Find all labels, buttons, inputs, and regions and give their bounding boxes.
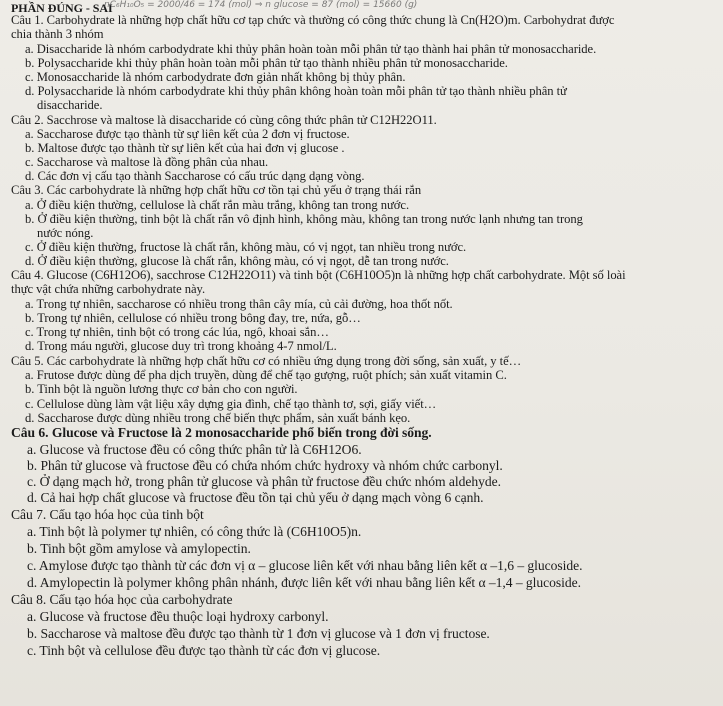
answer-option: nước nóng.	[37, 226, 94, 240]
answer-option: c. Monosaccharide là nhóm carbodydrate đơn giản nhất không bị thủy phân.	[25, 70, 406, 84]
answer-option: d. Các đơn vị cấu tạo thành Saccharose có cấu trúc dạng dạng vòng.	[25, 169, 365, 183]
answer-option: b. Trong tự nhiên, cellulose có nhiều trong bông đay, tre, nứa, gỗ…	[25, 311, 361, 325]
answer-option: d. Trong máu người, glucose duy trì trong khoảng 4-7 nmol/L.	[25, 339, 337, 353]
answer-option: a. Glucose và fructose đều thuộc loại hydroxy carbonyl.	[27, 609, 329, 624]
answer-option: d. Amylopectin là polymer không phân nhánh, được liên kết với nhau bằng liên kết α –1,4 – glucoside.	[27, 575, 581, 590]
answer-option: a. Saccharose được tạo thành từ sự liên kết của 2 đơn vị fructose.	[25, 127, 350, 141]
answer-option: a. Trong tự nhiên, saccharose có nhiều trong thân cây mía, củ cải đường, hoa thốt nốt.	[25, 297, 453, 311]
answer-option: b. Tinh bột gồm amylose và amylopectin.	[27, 541, 251, 556]
answer-option: b. Tinh bột là nguồn lương thực cơ bản cho con người.	[25, 382, 298, 396]
question-stem: Câu 1. Carbohydrate là những hợp chất hữu cơ tạp chức và thường có công thức chung là Cn(H2O)m. Carbohydrat được	[11, 13, 615, 27]
answer-option: a. Ở điều kiện thường, cellulose là chất rắn màu trắng, không tan trong nước.	[25, 198, 410, 212]
answer-option: d. Saccharose được dùng nhiều trong chế biến thực phẩm, sản xuất bánh kẹo.	[25, 411, 411, 425]
answer-option: a. Disaccharide là nhóm carbodydrate khi thủy phân hoàn toàn mỗi phân tử tạo thành hai phân tử monosaccharide.	[25, 42, 597, 56]
answer-option: a. Frutose được dùng để pha dịch truyền, dùng để chế tạo gượng, ruột phích; sản xuất vitamin C.	[25, 368, 507, 382]
answer-option: d. Ở điều kiện thường, glucose là chất rắn, không màu, có vị ngọt, dễ tan trong nước.	[25, 254, 449, 268]
answer-option: c. Ở dạng mạch hở, trong phân tử glucose và phân tử fructose đều chức nhóm aldehyde.	[27, 474, 501, 489]
question-stem: Câu 7. Cấu tạo hóa học của tinh bột	[11, 507, 204, 522]
handwritten-note: nC₆H₁₀O₅ = 2000/46 = 174 (mol) ⇒ n glucose = 87 (mol) = 15660 (g)	[104, 0, 418, 10]
answer-option: d. Cả hai hợp chất glucose và fructose đều tồn tại chủ yếu ở dạng mạch vòng 6 cạnh.	[27, 490, 484, 505]
question-stem: Câu 8. Cấu tạo hóa học của carbohydrate	[11, 592, 233, 607]
answer-option: a. Glucose và fructose đều có công thức phân tử là C6H12O6.	[27, 442, 362, 457]
answer-option: chia thành 3 nhóm	[11, 27, 104, 41]
answer-option: c. Saccharose và maltose là đồng phân của nhau.	[25, 155, 269, 169]
answer-option: a. Tinh bột là polymer tự nhiên, có công thức là (C6H10O5)n.	[27, 524, 362, 539]
answer-option: c. Ở điều kiện thường, fructose là chất rắn, không màu, có vị ngọt, tan nhiều trong nước.	[25, 240, 467, 254]
answer-option: thực vật chứa những carbohydrate này.	[11, 282, 206, 296]
answer-option: c. Tinh bột và cellulose đều được tạo thành từ các đơn vị glucose.	[27, 643, 381, 658]
answer-option: c. Cellulose dùng làm vật liệu xây dựng gia đình, chế tạo thành tơ, sợi, giấy viết…	[25, 397, 437, 411]
answer-option: b. Phân tử glucose và fructose đều có chứa nhóm chức hydroxy và nhóm chức carbonyl.	[27, 458, 503, 473]
answer-option: b. Maltose được tạo thành từ sự liên kết của hai đơn vị glucose .	[25, 141, 345, 155]
answer-option: d. Polysaccharide là nhóm carbodydrate khi thủy phân không hoàn toàn mỗi phân tử tạo thành nhiều phân tử	[25, 84, 567, 98]
answer-option: disaccharide.	[37, 98, 103, 112]
answer-option: b. Saccharose và maltose đều được tạo thành từ 1 đơn vị glucose và 1 đơn vị fructose.	[27, 626, 490, 641]
answer-option: c. Trong tự nhiên, tinh bột có trong các lúa, ngô, khoai sắn…	[25, 325, 329, 339]
section-title: PHẦN ĐÚNG - SAI	[11, 1, 113, 15]
question-stem: Câu 2. Sacchrose và maltose là disaccharide có cùng công thức phân tử C12H22O11.	[11, 113, 437, 127]
question-stem: Câu 5. Các carbohydrate là những hợp chất hữu cơ có nhiều ứng dụng trong đời sống, sản xuất, y tế…	[11, 354, 522, 368]
answer-option: c. Amylose được tạo thành từ các đơn vị α – glucose liên kết với nhau bằng liên kết α –1,6 – glucoside.	[27, 558, 583, 573]
question-stem: Câu 6. Glucose và Fructose là 2 monosaccharide phổ biến trong đời sống.	[11, 425, 432, 440]
question-stem: Câu 3. Các carbohydrate là những hợp chất hữu cơ tồn tại chủ yếu ở trạng thái rắn	[11, 183, 422, 197]
answer-option: b. Ở điều kiện thường, tinh bột là chất rắn vô định hình, không màu, không tan trong nước lạnh nhưng tan trong	[25, 212, 583, 226]
question-stem: Câu 4. Glucose (C6H12O6), sacchrose C12H22O11) và tinh bột (C6H10O5)n là những hợp chất carbohydrate. Một số loài	[11, 268, 626, 282]
answer-option: b. Polysaccharide khi thủy phân hoàn toàn mỗi phân tử tạo thành nhiều phân tử monosaccharide.	[25, 56, 508, 70]
